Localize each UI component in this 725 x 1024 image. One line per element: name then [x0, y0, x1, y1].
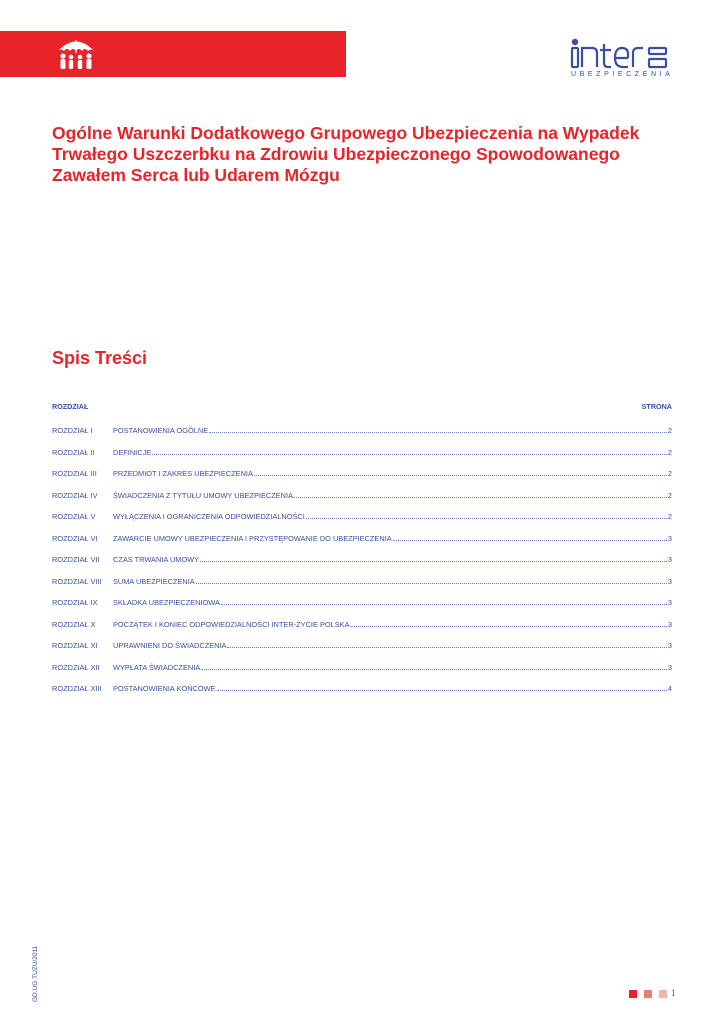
toc-col-page: STRONA: [641, 402, 672, 411]
toc-row[interactable]: [52, 491, 672, 503]
toc-page-number: 2: [667, 426, 672, 435]
toc-page-number: 4: [667, 684, 672, 693]
toc-chapter-number: ROZDZIAŁ V: [52, 512, 96, 521]
toc-chapter-name: POCZĄTEK I KONIEC ODPOWIEDZIALNOŚCI INTER-ŻYCIE POLSKA: [113, 619, 350, 629]
toc-chapter-name: SKŁADKA UBEZPIECZENIOWA: [113, 598, 220, 607]
toc-title: Spis Treści: [52, 348, 148, 368]
footer-square-icon: [629, 990, 637, 998]
toc-leader-dots: [294, 496, 667, 498]
toc-leader-dots: [393, 539, 667, 541]
toc-page-number: 2: [667, 469, 672, 478]
toc-chapter-name: WYPŁATA ŚWIADCZENIA: [113, 662, 201, 672]
toc-page-number: 3: [667, 641, 672, 650]
toc-page-number: 3: [667, 576, 672, 586]
toc-chapter-name: DEFINICJE: [113, 447, 152, 457]
toc-chapter-number: ROZDZIAŁ X: [52, 619, 96, 629]
toc-page-number: 3: [667, 533, 672, 543]
footer-square-icon: [659, 990, 667, 998]
toc-leader-dots: [152, 453, 667, 455]
document-title: Ogólne Warunki Dodatkowego Grupowego Ubezpieczenia na Wypadek Trwałego Uszczerbku na Zdrowiu Ubezpieczonego Spowodowanego Zawałem Serca lub Udarem Mózgu: [52, 123, 640, 185]
toc-chapter-name: SUMA UBEZPIECZENIA: [113, 576, 195, 586]
header-banner: [0, 31, 346, 77]
toc-row[interactable]: [52, 598, 672, 610]
toc-page-number: 2: [667, 490, 672, 500]
toc-page-number: 3: [667, 619, 672, 629]
toc-row[interactable]: [52, 620, 672, 632]
toc-row[interactable]: [52, 469, 672, 481]
toc-chapter-name: UPRAWNIENI DO ŚWIADCZENIA: [113, 641, 227, 650]
toc-chapter-name: POSTANOWIENIA OGÓLNE: [113, 426, 209, 435]
toc-chapter-number: ROZDZIAŁ IV: [52, 490, 98, 500]
toc-chapter-number: ROZDZIAŁ II: [52, 447, 95, 457]
toc-chapter-number: ROZDZIAŁ I: [52, 426, 93, 435]
toc-row[interactable]: [52, 448, 672, 460]
toc-row[interactable]: [52, 534, 672, 546]
toc-chapter-name: WYŁĄCZENIA I OGRANICZENIA ODPOWIEDZIALNOŚCI: [113, 512, 305, 521]
toc-chapter-name: ŚWIADCZENIA Z TYTUŁU UMOWY UBEZPIECZENIA: [113, 490, 293, 500]
family-umbrella-icon: [52, 34, 100, 76]
document-code: GD.UG.TUZU/2011: [32, 945, 39, 1002]
toc-chapter-name: POSTANOWIENIA KOŃCOWE: [113, 684, 216, 693]
toc-leader-dots: [200, 560, 667, 562]
toc-row[interactable]: [52, 663, 672, 675]
toc-page-number: 3: [667, 598, 672, 607]
toc-page-number: 2: [667, 447, 672, 457]
toc-row[interactable]: [52, 577, 672, 589]
toc-leader-dots: [217, 689, 667, 691]
toc-leader-dots: [351, 625, 667, 627]
toc-chapter-name: PRZEDMIOT I ZAKRES UBEZPIECZENIA: [113, 469, 253, 478]
toc-leader-dots: [196, 582, 667, 584]
toc-row[interactable]: [52, 684, 672, 696]
toc-page-number: 3: [667, 555, 672, 564]
footer-square-icon: [644, 990, 652, 998]
toc-page-number: 2: [667, 512, 672, 521]
toc-row[interactable]: [52, 426, 672, 438]
toc-leader-dots: [209, 431, 667, 433]
toc-leader-dots: [254, 474, 667, 476]
toc-chapter-number: ROZDZIAŁ XI: [52, 641, 98, 650]
toc-row[interactable]: [52, 555, 672, 567]
toc-leader-dots: [306, 517, 667, 519]
page-number: 1: [671, 988, 676, 998]
toc-chapter-number: ROZDZIAŁ XIII: [52, 684, 102, 693]
toc-chapter-number: ROZDZIAŁ IX: [52, 598, 98, 607]
toc-row[interactable]: [52, 512, 672, 524]
toc-page-number: 3: [667, 662, 672, 672]
toc-leader-dots: [227, 646, 666, 648]
toc-chapter-number: ROZDZIAŁ VII: [52, 555, 100, 564]
brand-tagline: UBEZPIECZENIA: [571, 71, 674, 78]
toc-leader-dots: [221, 603, 667, 605]
toc-chapter-name: CZAS TRWANIA UMOWY: [113, 555, 200, 564]
toc-leader-dots: [201, 668, 667, 670]
toc-chapter-number: ROZDZIAŁ III: [52, 469, 97, 478]
toc-row[interactable]: [52, 641, 672, 653]
toc-header: [52, 402, 672, 411]
toc-chapter-name: ZAWARCIE UMOWY UBEZPIECZENIA I PRZYSTĘPOWANIE DO UBEZPIECZENIA: [113, 533, 392, 543]
toc-chapter-number: ROZDZIAŁ VI: [52, 533, 98, 543]
toc-col-chapter: ROZDZIAŁ: [52, 402, 89, 411]
toc-chapter-number: ROZDZIAŁ XII: [52, 662, 100, 672]
toc-chapter-number: ROZDZIAŁ VIII: [52, 576, 102, 586]
